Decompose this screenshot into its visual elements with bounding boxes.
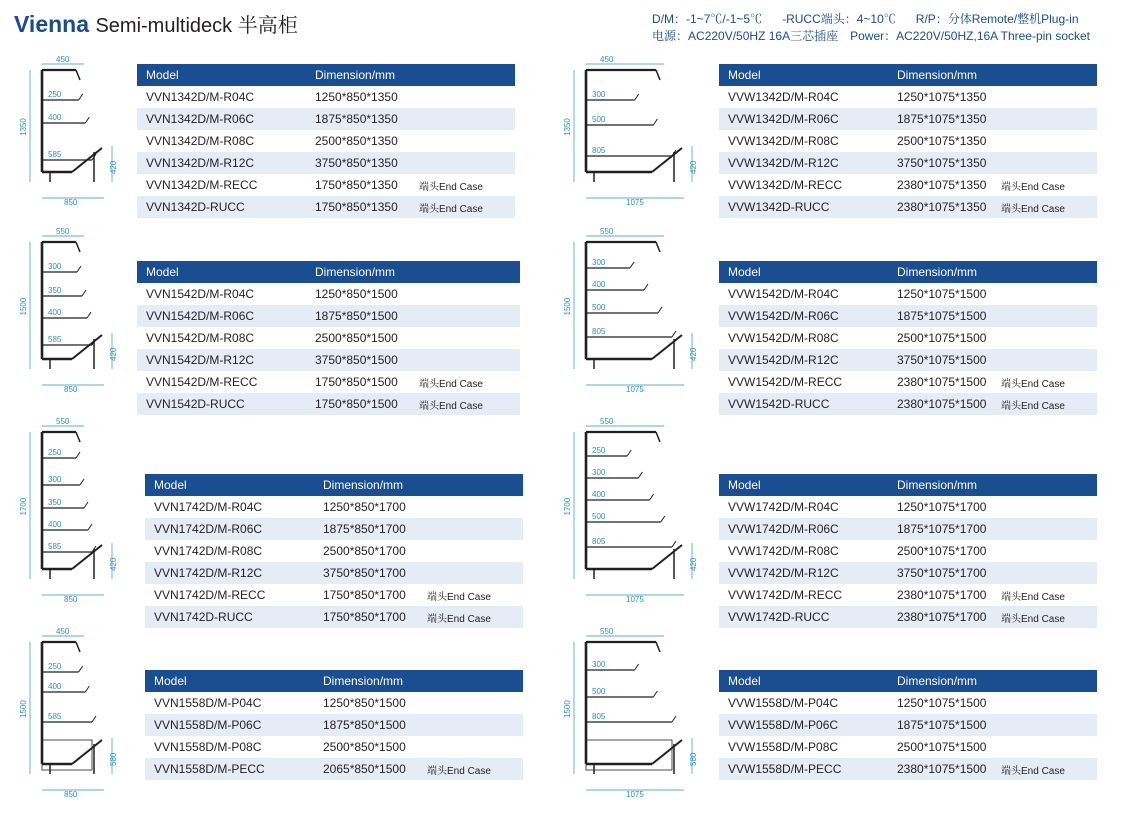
column-header-dimension: Dimension/mm [888, 670, 1097, 692]
spec-table [145, 670, 523, 780]
column-header-dimension: Dimension/mm [888, 474, 1097, 496]
dimension-cell: 1875*1075*1350 [888, 108, 997, 130]
shelf-depth-label: 585 [48, 150, 62, 159]
model-cell: VVN1542D-RUCC [137, 393, 306, 415]
shelf-depth-label: 400 [48, 113, 62, 122]
table-header-row [137, 64, 515, 86]
table-header-row [719, 64, 1097, 86]
spec-temp-range: D/M：-1~7℃/-1~5℃ [652, 12, 763, 26]
end-case-note [423, 736, 523, 758]
table-row [137, 152, 515, 174]
model-cell: VVW1742D/M-RECC [728, 588, 843, 602]
spec-table [137, 64, 515, 218]
spec-table [137, 261, 520, 415]
base-height-label: 420 [689, 160, 698, 174]
dimension-cell: 2500*1075*1500 [897, 331, 987, 345]
end-case-note [997, 86, 1097, 108]
cabinet-section-svg [12, 628, 134, 798]
table-row [719, 305, 1097, 327]
base-height-label: 420 [689, 557, 698, 571]
end-case-note: 端头End Case [415, 196, 515, 218]
table-row [719, 283, 1097, 305]
base-height-label: 420 [109, 347, 118, 361]
table-row [719, 540, 1097, 562]
table-header-row [719, 261, 1097, 283]
shelf-depth-label: 350 [48, 286, 62, 295]
column-header-model: Model [719, 64, 888, 86]
cabinet-side-diagram [556, 628, 714, 798]
column-header-dimension: Dimension/mm [314, 670, 523, 692]
end-case-note: 端头End Case [423, 758, 523, 780]
end-case-note [997, 108, 1097, 130]
model-cell: VVN1558D/M-PECC [145, 758, 314, 780]
table-row [719, 393, 1097, 415]
model-cell: VVW1542D/M-R12C [719, 349, 888, 371]
shelf-depth-label: 300 [48, 475, 62, 484]
dimension-cell: 3750*1075*1350 [888, 152, 997, 174]
dimension-cell: 1250*850*1700 [323, 500, 406, 514]
model-cell: VVW1558D/M-P08C [728, 740, 839, 754]
spec-endcase-temp: -RUCC端头：4~10℃ [782, 12, 896, 26]
model-cell: VVN1342D/M-R12C [137, 152, 306, 174]
table-row [719, 758, 1097, 780]
cabinet-section-svg [556, 56, 714, 206]
height-dimension-label: 1500 [563, 700, 572, 718]
model-cell: VVN1558D/M-P08C [154, 740, 262, 754]
table-row [719, 606, 1097, 628]
dimension-cell: 2500*850*1500 [323, 740, 406, 754]
table-row [137, 130, 515, 152]
dimension-cell: 2065*850*1500 [314, 758, 423, 780]
model-cell: VVW1342D/M-R12C [719, 152, 888, 174]
dimension-cell: 1250*850*1500 [315, 287, 398, 301]
model-cell: VVW1742D/M-R12C [719, 562, 888, 584]
model-cell: VVN1342D/M-R08C [146, 134, 255, 148]
column-header-model: Model [145, 474, 314, 496]
spec-remote-plugin: R/P：分体Remote/整机Plug-in [915, 12, 1079, 26]
table-row [719, 584, 1097, 606]
end-case-note: 端头End Case [997, 393, 1097, 415]
dimension-cell: 1250*1075*1350 [897, 90, 987, 104]
dimension-cell: 1750*850*1350 [306, 196, 415, 218]
table-row [719, 130, 1097, 152]
dimension-cell: 3750*1075*1700 [888, 562, 997, 584]
table-row [145, 562, 523, 584]
brand-name: Vienna [14, 11, 89, 37]
end-case-note [423, 496, 523, 518]
end-case-note: 端头End Case [997, 196, 1097, 218]
height-dimension-label: 1700 [563, 497, 572, 516]
end-case-note [997, 518, 1097, 540]
base-depth-label: 1075 [626, 385, 644, 394]
shelf-depth-label: 805 [592, 146, 606, 155]
cabinet-section-svg [556, 628, 714, 798]
column-header-model: Model [145, 670, 314, 692]
top-depth-label: 550 [600, 227, 614, 236]
height-dimension-label: 1700 [19, 497, 28, 516]
dimension-cell: 1875*850*1500 [314, 714, 423, 736]
dimension-cell: 2380*1075*1350 [888, 196, 997, 218]
base-height-label: 580 [109, 752, 118, 766]
table-row [137, 283, 520, 305]
end-case-note [423, 540, 523, 562]
shelf-depth-label: 300 [592, 258, 606, 267]
height-dimension-label: 1500 [563, 297, 572, 316]
end-case-note: 端头End Case [997, 606, 1097, 628]
spec-table [719, 474, 1097, 628]
dimension-cell: 2500*850*1350 [315, 134, 398, 148]
table-row [719, 349, 1097, 371]
table-row [145, 692, 523, 714]
end-case-note [997, 152, 1097, 174]
shelf-depth-label: 805 [592, 712, 606, 721]
shelf-depth-label: 300 [592, 468, 606, 477]
column-header-dimension: Dimension/mm [306, 261, 520, 283]
table-row [137, 174, 515, 196]
shelf-depth-label: 400 [48, 308, 62, 317]
cabinet-section-svg [12, 56, 134, 206]
column-header-model: Model [719, 670, 888, 692]
table-row [137, 305, 520, 327]
height-dimension-label: 1500 [19, 297, 28, 316]
column-header-model: Model [719, 261, 888, 283]
end-case-note [415, 349, 520, 371]
dimension-cell: 3750*850*1700 [314, 562, 423, 584]
end-case-note [415, 283, 520, 305]
end-case-note: 端头End Case [419, 378, 483, 390]
cabinet-section-svg [12, 418, 134, 603]
column-header-model: Model [719, 474, 888, 496]
dimension-cell: 1250*1075*1500 [897, 287, 987, 301]
top-depth-label: 450 [600, 55, 614, 64]
end-case-note [997, 496, 1097, 518]
table-header-row [137, 261, 520, 283]
end-case-note [997, 562, 1097, 584]
base-depth-label: 850 [64, 198, 78, 207]
cabinet-side-diagram [556, 56, 714, 206]
height-dimension-label: 1500 [19, 700, 28, 718]
end-case-note [997, 349, 1097, 371]
model-cell: VVW1342D/M-RECC [728, 178, 843, 192]
shelf-depth-label: 250 [48, 448, 62, 457]
height-dimension-label: 1350 [19, 118, 28, 136]
shelf-depth-label: 805 [592, 537, 606, 546]
top-depth-label: 550 [600, 627, 614, 636]
shelf-depth-label: 300 [48, 262, 62, 271]
table-row [145, 496, 523, 518]
table-header-row [145, 474, 523, 496]
base-height-label: 420 [109, 557, 118, 571]
end-case-note [997, 692, 1097, 714]
table-row [145, 758, 523, 780]
model-cell: VVN1742D/M-RECC [154, 588, 266, 602]
cabinet-section-svg [556, 228, 714, 393]
end-case-note [415, 108, 515, 130]
table-row [137, 349, 520, 371]
dimension-cell: 1250*850*1350 [315, 90, 398, 104]
base-height-label: 580 [689, 752, 698, 766]
table-row [719, 371, 1097, 393]
dimension-cell: 1875*1075*1700 [888, 518, 997, 540]
height-dimension-label: 1350 [563, 118, 572, 136]
table-row [137, 327, 520, 349]
table-row [719, 736, 1097, 758]
base-depth-label: 850 [64, 595, 78, 604]
end-case-note [415, 327, 520, 349]
end-case-note [415, 305, 520, 327]
model-cell: VVN1342D/M-RECC [146, 178, 258, 192]
table-row [719, 108, 1097, 130]
cabinet-side-diagram [556, 418, 714, 603]
shelf-depth-label: 805 [592, 327, 606, 336]
page-title [14, 9, 298, 38]
dimension-cell: 1250*1075*1700 [897, 500, 987, 514]
shelf-depth-label: 300 [592, 90, 606, 99]
spec-table [719, 261, 1097, 415]
end-case-note: 端头End Case [423, 606, 523, 628]
base-depth-label: 1075 [626, 595, 644, 604]
base-depth-label: 1075 [626, 790, 644, 799]
base-depth-label: 1075 [626, 198, 644, 207]
end-case-note: 端头End Case [1001, 378, 1065, 390]
spec-table [719, 64, 1097, 218]
top-depth-label: 550 [600, 417, 614, 426]
model-cell: VVW1558D/M-P06C [719, 714, 888, 736]
model-cell: VVN1742D/M-R12C [145, 562, 314, 584]
cabinet-side-diagram [12, 228, 134, 393]
table-row [719, 692, 1097, 714]
table-header-row [145, 670, 523, 692]
end-case-note: 端头End Case [1001, 591, 1065, 603]
shelf-depth-label: 400 [592, 490, 606, 499]
end-case-note [997, 736, 1097, 758]
compressor-box [586, 740, 672, 770]
dimension-cell: 1875*850*1500 [306, 305, 415, 327]
end-case-note [997, 130, 1097, 152]
spec-summary [652, 11, 1090, 45]
dimension-cell: 2500*1075*1700 [897, 544, 987, 558]
model-cell: VVW1558D/M-P04C [728, 696, 839, 710]
model-cell: VVW1342D-RUCC [719, 196, 888, 218]
end-case-note [423, 692, 523, 714]
top-depth-label: 450 [56, 627, 70, 636]
model-cell: VVN1342D/M-R04C [146, 90, 255, 104]
model-cell: VVW1542D/M-RECC [728, 375, 843, 389]
product-subtitle: Semi-multideck 半高柜 [95, 15, 298, 37]
shelf-depth-label: 350 [48, 498, 62, 507]
shelf-depth-label: 250 [592, 446, 606, 455]
model-cell: VVW1742D/M-R06C [719, 518, 888, 540]
end-case-note: 端头End Case [427, 591, 491, 603]
shelf-depth-label: 300 [592, 660, 606, 669]
base-depth-label: 850 [64, 385, 78, 394]
top-depth-label: 550 [56, 227, 70, 236]
table-row [137, 108, 515, 130]
dimension-cell: 2500*850*1500 [315, 331, 398, 345]
table-row [145, 540, 523, 562]
model-cell: VVW1742D/M-R08C [728, 544, 839, 558]
end-case-note [423, 714, 523, 736]
model-cell: VVN1542D/M-R08C [146, 331, 255, 345]
model-cell: VVW1542D/M-R06C [719, 305, 888, 327]
end-case-note: 端头End Case [415, 393, 520, 415]
shelf-depth-label: 500 [592, 687, 606, 696]
table-row [137, 86, 515, 108]
end-case-note [997, 327, 1097, 349]
dimension-cell: 2380*1075*1500 [897, 375, 987, 389]
dimension-cell: 1875*1075*1500 [888, 714, 997, 736]
table-row [145, 584, 523, 606]
table-row [719, 196, 1097, 218]
dimension-cell: 3750*850*1500 [306, 349, 415, 371]
end-case-note [415, 86, 515, 108]
table-row [719, 496, 1097, 518]
dimension-cell: 2500*1075*1500 [897, 740, 987, 754]
model-cell: VVW1342D/M-R04C [728, 90, 839, 104]
cabinet-side-diagram [12, 56, 134, 206]
table-row [719, 562, 1097, 584]
model-cell: VVW1542D/M-R04C [728, 287, 839, 301]
cabinet-side-diagram [556, 228, 714, 393]
model-cell: VVN1342D-RUCC [137, 196, 306, 218]
end-case-note [415, 130, 515, 152]
column-header-model: Model [137, 64, 306, 86]
column-header-dimension: Dimension/mm [306, 64, 515, 86]
table-header-row [719, 474, 1097, 496]
dimension-cell: 2380*1075*1700 [897, 588, 987, 602]
dimension-cell: 2500*850*1700 [323, 544, 406, 558]
model-cell: VVW1542D/M-R08C [728, 331, 839, 345]
spec-line-power [652, 28, 1090, 45]
end-case-note [423, 518, 523, 540]
shelf-depth-label: 585 [48, 335, 62, 344]
table-row [145, 736, 523, 758]
base-height-label: 420 [109, 160, 118, 174]
model-cell: VVN1558D/M-P04C [154, 696, 262, 710]
shelf-depth-label: 500 [592, 512, 606, 521]
end-case-note [997, 305, 1097, 327]
model-cell: VVN1342D/M-R06C [137, 108, 306, 130]
dimension-cell: 1875*850*1700 [314, 518, 423, 540]
dimension-cell: 1250*1075*1500 [897, 696, 987, 710]
model-cell: VVN1542D/M-R12C [137, 349, 306, 371]
column-header-model: Model [137, 261, 306, 283]
model-cell: VVN1742D-RUCC [145, 606, 314, 628]
table-row [137, 393, 520, 415]
spec-power-cn: 电源：AC220V/50HZ 16A三芯插座 [652, 29, 839, 43]
shelf-depth-label: 585 [48, 542, 62, 551]
model-cell: VVN1742D/M-R08C [154, 544, 263, 558]
end-case-note: 端头End Case [419, 181, 483, 193]
table-row [145, 714, 523, 736]
table-header-row [719, 670, 1097, 692]
end-case-note [997, 540, 1097, 562]
top-depth-label: 550 [56, 417, 70, 426]
table-row [719, 86, 1097, 108]
shelf-depth-label: 400 [48, 520, 62, 529]
end-case-note [415, 152, 515, 174]
dimension-cell: 3750*850*1350 [306, 152, 415, 174]
column-header-dimension: Dimension/mm [888, 64, 1097, 86]
dimension-cell: 1875*850*1350 [306, 108, 415, 130]
shelf-depth-label: 400 [48, 682, 62, 691]
end-case-note [997, 283, 1097, 305]
dimension-cell: 2380*1075*1500 [888, 758, 997, 780]
cabinet-side-diagram [12, 628, 134, 798]
dimension-cell: 2500*1075*1350 [897, 134, 987, 148]
table-row [137, 196, 515, 218]
cabinet-section-svg [12, 228, 134, 393]
dimension-cell: 1750*850*1500 [306, 393, 415, 415]
dimension-cell: 1875*1075*1500 [888, 305, 997, 327]
model-cell: VVN1558D/M-P06C [145, 714, 314, 736]
top-depth-label: 450 [56, 55, 70, 64]
table-row [137, 371, 520, 393]
shelf-depth-label: 250 [48, 662, 62, 671]
spec-table [719, 670, 1097, 780]
model-cell: VVW1558D/M-PECC [719, 758, 888, 780]
model-cell: VVW1542D-RUCC [719, 393, 888, 415]
base-depth-label: 850 [64, 790, 78, 799]
model-cell: VVN1542D/M-R04C [146, 287, 255, 301]
dimension-cell: 2380*1075*1500 [888, 393, 997, 415]
table-row [719, 174, 1097, 196]
end-case-note: 端头End Case [1001, 181, 1065, 193]
dimension-cell: 3750*1075*1500 [888, 349, 997, 371]
model-cell: VVN1742D/M-R06C [145, 518, 314, 540]
dimension-cell: 2380*1075*1700 [888, 606, 997, 628]
dimension-cell: 1750*850*1350 [315, 178, 398, 192]
table-row [719, 714, 1097, 736]
model-cell: VVN1542D/M-RECC [146, 375, 258, 389]
dimension-cell: 1250*850*1500 [323, 696, 406, 710]
dimension-cell: 1750*850*1700 [323, 588, 406, 602]
spec-power-en: Power：AC220V/50HZ,16A Three-pin socket [850, 29, 1090, 43]
end-case-note: 端头End Case [997, 758, 1097, 780]
dimension-cell: 1750*850*1700 [314, 606, 423, 628]
spec-line-temperature [652, 11, 1090, 28]
end-case-note [997, 714, 1097, 736]
spec-table [145, 474, 523, 628]
end-case-note [423, 562, 523, 584]
table-row [719, 327, 1097, 349]
dimension-cell: 2380*1075*1350 [897, 178, 987, 192]
column-header-dimension: Dimension/mm [314, 474, 523, 496]
column-header-dimension: Dimension/mm [888, 261, 1097, 283]
table-row [145, 606, 523, 628]
model-cell: VVW1342D/M-R08C [728, 134, 839, 148]
model-cell: VVW1742D/M-R04C [728, 500, 839, 514]
model-cell: VVW1742D-RUCC [719, 606, 888, 628]
table-row [145, 518, 523, 540]
table-row [719, 152, 1097, 174]
cabinet-section-svg [556, 418, 714, 603]
model-cell: VVN1542D/M-R06C [137, 305, 306, 327]
shelf-depth-label: 250 [48, 90, 62, 99]
base-height-label: 420 [689, 347, 698, 361]
model-cell: VVW1342D/M-R06C [719, 108, 888, 130]
shelf-depth-label: 585 [48, 712, 62, 721]
shelf-depth-label: 400 [592, 280, 606, 289]
shelf-depth-label: 500 [592, 303, 606, 312]
shelf-depth-label: 500 [592, 115, 606, 124]
dimension-cell: 1750*850*1500 [315, 375, 398, 389]
model-cell: VVN1742D/M-R04C [154, 500, 263, 514]
table-row [719, 518, 1097, 540]
cabinet-side-diagram [12, 418, 134, 603]
